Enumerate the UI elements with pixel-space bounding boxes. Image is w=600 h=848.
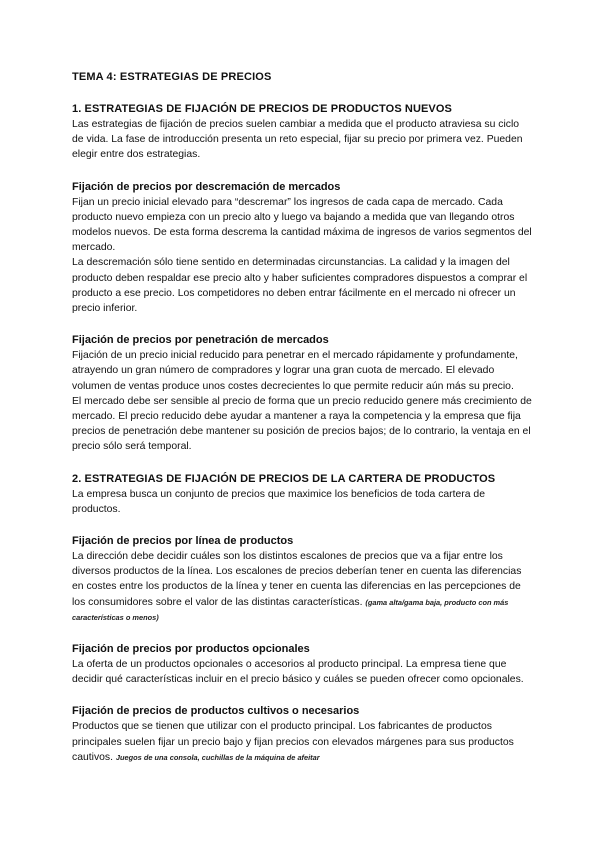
inline-note: (gama alta/gama baja, producto con más características o menos) — [72, 597, 509, 622]
section-portfolio — [72, 472, 532, 517]
section-penetration — [72, 333, 532, 454]
section-product-line — [72, 534, 532, 625]
section-new-products — [72, 102, 532, 163]
section-heading: 1. ESTRATEGIAS DE FIJACIÓN DE PRECIOS DE PRODUCTOS NUEVOS — [72, 103, 452, 115]
paragraph-text: Productos que se tienen que utilizar con el producto principal. Los fabricantes de productos principales suelen fijar un precio bajo y fijan precios con elevados márgenes para sus productos cautivos. — [72, 721, 514, 763]
subsection-heading: Fijación de precios por descremación de mercados — [72, 180, 341, 193]
section-skimming — [72, 180, 532, 317]
document-page — [72, 70, 532, 782]
paragraph: La oferta de un productos opcionales o accesorios al producto principal. La empresa tiene que decidir qué características incluir en el precio básico y cuáles se pueden ofrecer como opcionales. — [72, 659, 524, 686]
subsection-heading: Fijación de precios por productos opcionales — [72, 643, 310, 656]
paragraph: Fijan un precio inicial elevado para “descremar” los ingresos de cada capa de mercado. Cada producto nuevo empieza con un precio alto y luego va bajando a medida que van llegando otros modelos nuevos. De esta forma descrema la cantidad máxima de ingresos de varios segmentos del mercado. — [72, 196, 532, 254]
section-captive-products — [72, 704, 532, 765]
paragraph — [72, 549, 532, 625]
paragraph: Fijación de un precio inicial reducido para penetrar en el mercado rápidamente y profundamente, atrayendo un gran número de compradores y lograr una gran cuota de mercado. El elevado volumen de ventas produce unos costes decrecientes lo que permite reducir aún más su precio. — [72, 350, 518, 392]
section-optional-products — [72, 642, 532, 687]
paragraph: El mercado debe ser sensible al precio de forma que un precio reducido genere más crecimiento de mercado. El precio reducido debe ayudar a mantener a raya la competencia y la empresa que fija precios de penetración debe mantener su posición de precios bajos; de lo contrario, la ventaja en el precio sólo será temporal. — [72, 395, 532, 453]
section-heading: 2. ESTRATEGIAS DE FIJACIÓN DE PRECIOS DE LA CARTERA DE PRODUCTOS — [72, 472, 496, 485]
paragraph: Las estrategias de fijación de precios suelen cambiar a medida que el producto atraviesa su ciclo de vida. La fase de introducción presenta un reto especial, fijar su precio por primera vez. Pueden elegir entre dos estrategias. — [72, 119, 523, 161]
paragraph — [72, 719, 532, 765]
paragraph: La empresa busca un conjunto de precios que maximice los beneficios de toda cartera de productos. — [72, 488, 485, 515]
subsection-heading: Fijación de precios de productos cultivos o necesarios — [72, 705, 360, 718]
subsection-heading: Fijación de precios por línea de productos — [72, 535, 294, 548]
paragraph-text: La dirección debe decidir cuáles son los distintos escalones de precios que va a fijar entre los diversos productos de la línea. Los escalones de precios deberían tener en cuenta las diferencias en costes entre los productos de la línea y tener en cuenta las diferencias en las percepciones de los consumidores sobre el valor de las distintas características. — [72, 551, 522, 608]
paragraph: La descremación sólo tiene sentido en determinadas circunstancias. La calidad y la imagen del producto deben respaldar ese precio alto y haber suficientes compradores dispuestos a comprar el producto a ese precio. Los competidores no deben entrar fácilmente en el mercado ni ofrecer un precio inferior. — [72, 257, 528, 315]
document-title: TEMA 4: ESTRATEGIAS DE PRECIOS — [72, 71, 272, 83]
inline-note: Juegos de una consola, cuchillas de la máquina de afeitar — [115, 752, 320, 762]
subsection-heading: Fijación de precios por penetración de mercados — [72, 334, 329, 347]
